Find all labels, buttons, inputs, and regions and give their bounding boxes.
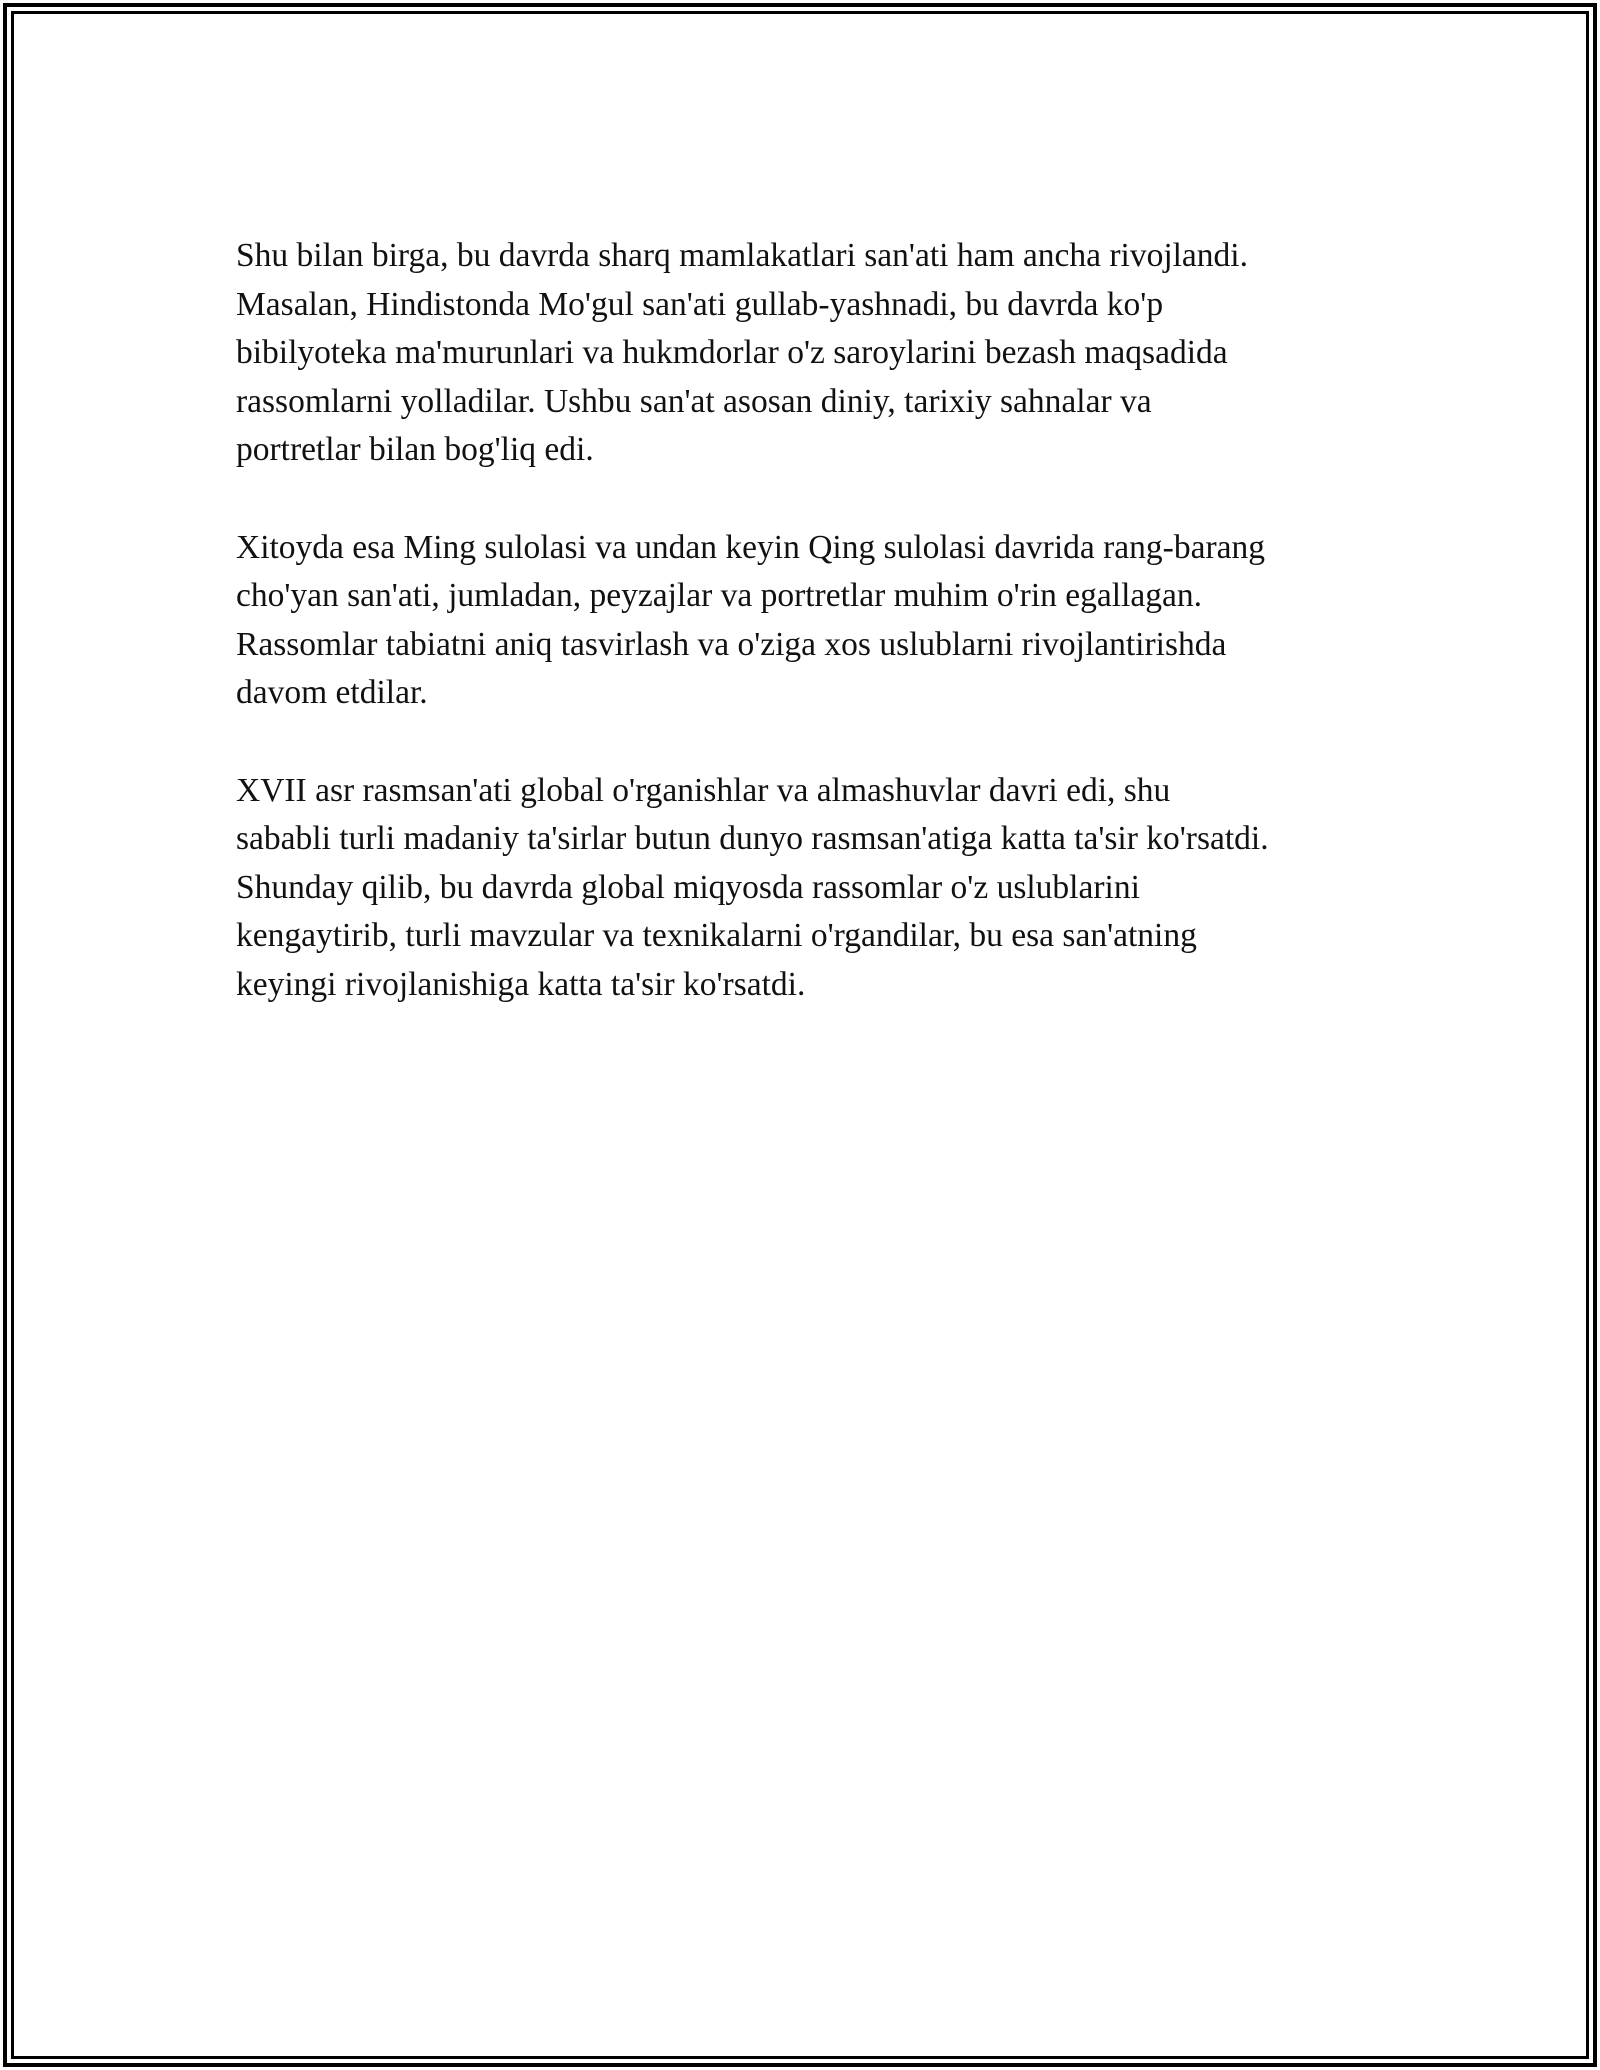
text-line: davom etdilar. — [236, 674, 428, 712]
text-line: cho'yan san'ati, jumladan, peyzajlar va portretlar muhim o'rin egallagan. — [236, 577, 1202, 615]
text-line: keyingi rivojlanishiga katta ta'sir ko'rsatdi. — [236, 965, 806, 1003]
text-line: Shunday qilib, bu davrda global miqyosda rassomlar o'z uslublarini — [236, 868, 1140, 906]
text-line: rassomlarni yolladilar. Ushbu san'at asosan diniy, tarixiy sahnalar va — [236, 382, 1152, 420]
text-line: XVII asr rasmsan'ati global o'rganishlar va almashuvlar davri edi, shu — [236, 771, 1171, 809]
text-line: Masalan, Hindistonda Mo'gul san'ati gullab-yashnadi, bu davrda ko'p — [236, 285, 1164, 323]
paragraph-mughal-art — [236, 232, 1416, 475]
text-line: sababli turli madaniy ta'sirlar butun dunyo rasmsan'atiga katta ta'sir ko'rsatdi. — [236, 820, 1269, 858]
text-line: Xitoyda esa Ming sulolasi va undan keyin Qing sulolasi davrida rang-barang — [236, 528, 1265, 566]
paragraph-global-exchange — [236, 767, 1416, 1010]
paragraph-chinese-art — [236, 524, 1416, 718]
text-line: bibilyoteka ma'murunlari va hukmdorlar o'z saroylarini bezash maqsadida — [236, 334, 1228, 372]
document-body — [236, 232, 1416, 1058]
text-line: kengaytirib, turli mavzular va texnikalarni o'rgandilar, bu esa san'atning — [236, 917, 1197, 955]
text-line: Rassomlar tabiatni aniq tasvirlash va o'ziga xos uslublarni rivojlantirishda — [236, 625, 1227, 663]
text-line: portretlar bilan bog'liq edi. — [236, 431, 594, 469]
text-line: Shu bilan birga, bu davrda sharq mamlakatlari san'ati ham ancha rivojlandi. — [236, 237, 1248, 274]
